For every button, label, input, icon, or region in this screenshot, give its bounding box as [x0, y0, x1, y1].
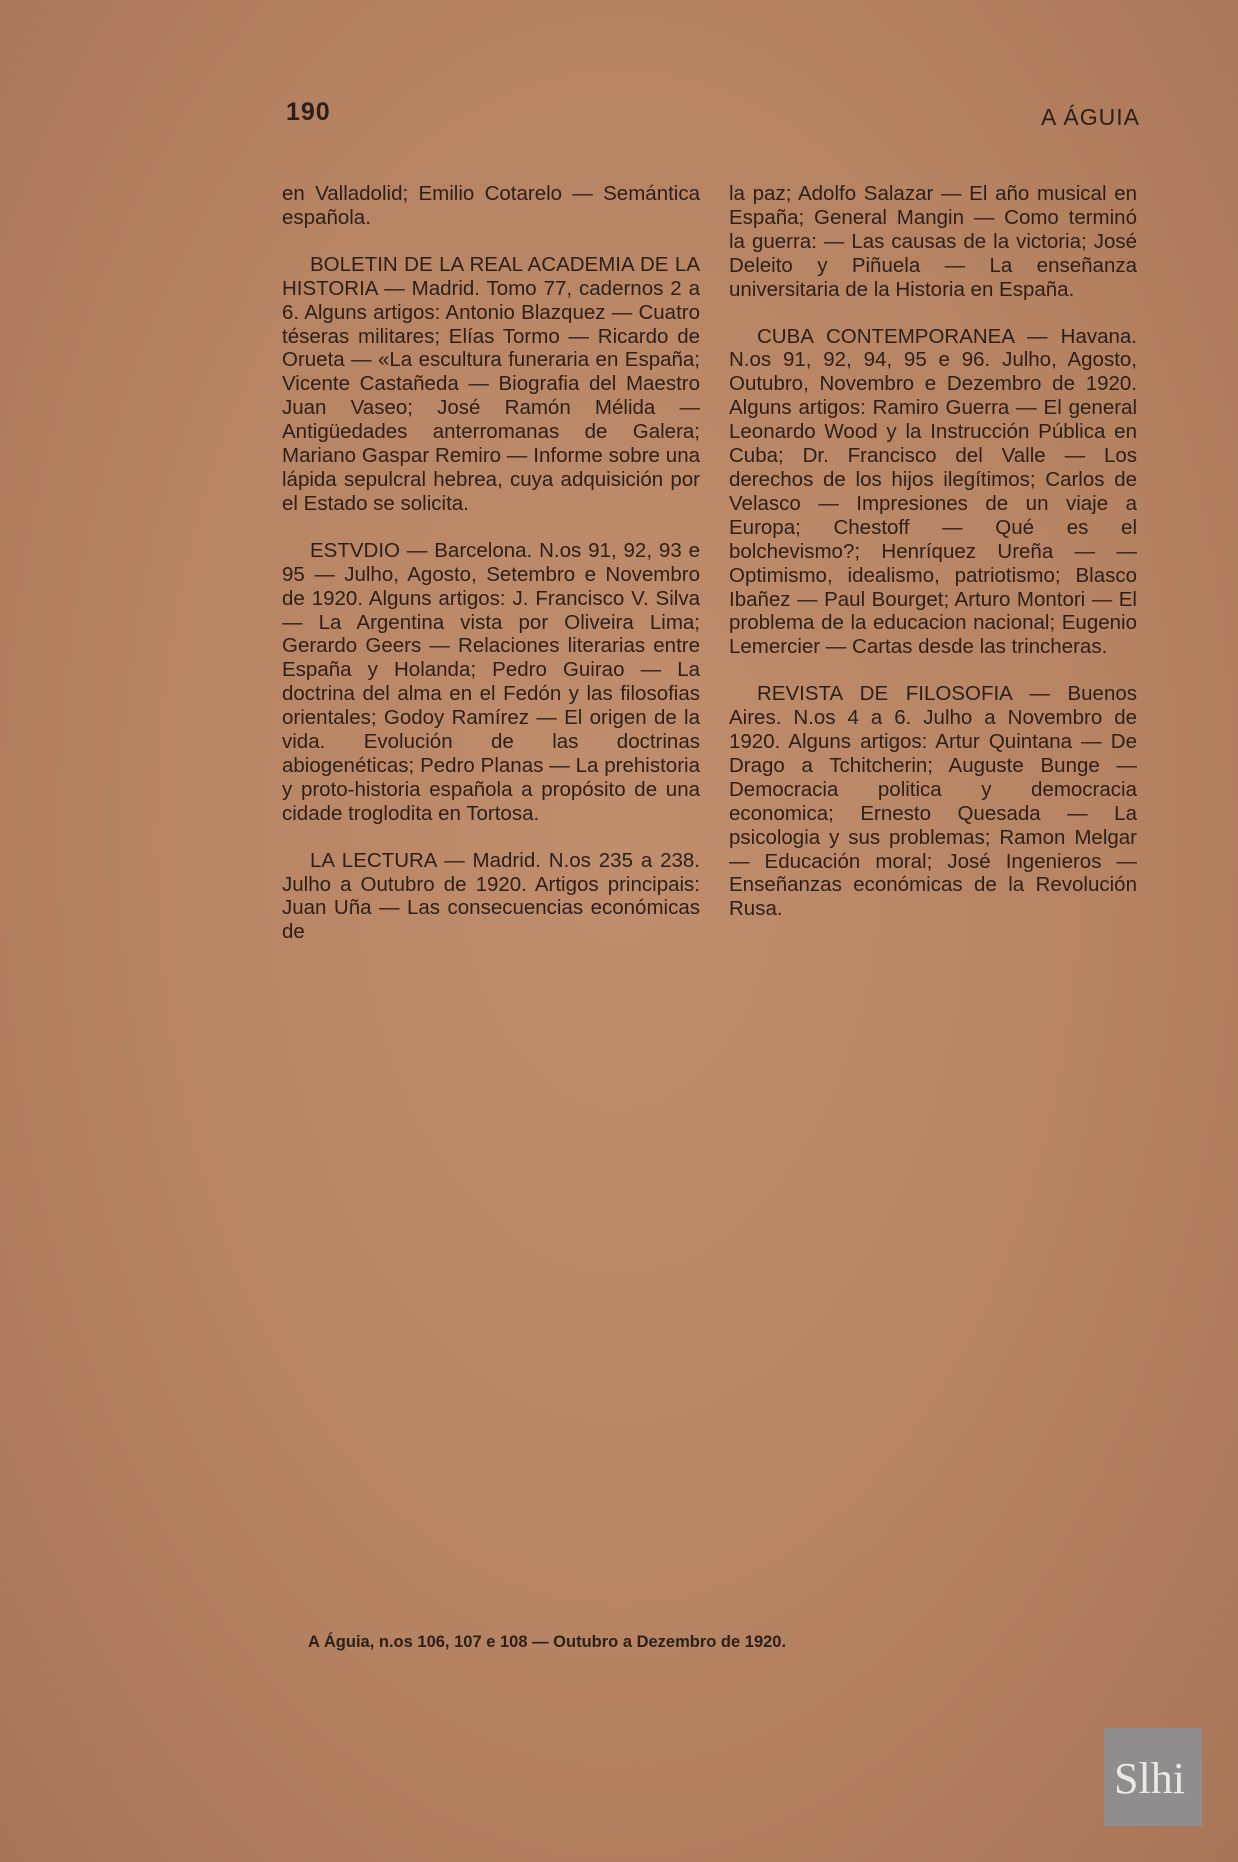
- svg-text:Slhi: Slhi: [1114, 1754, 1185, 1803]
- text-paragraph: LA LECTURA — Madrid. N.os 235 a 238. Julho a Outubro de 1920. Artigos principais: Juan Uña — Las consecuencias económicas de: [282, 848, 700, 944]
- text-paragraph: BOLETIN DE LA REAL ACADEMIA DE LA HISTORIA — Madrid. Tomo 77, cadernos 2 a 6. Alguns artigos: Antonio Blazquez — Cuatro téseras militares; Elías Tormo — Ricardo de Orueta — «La escultura funeraria en España; Vicente Castañeda — Biografia del Maestro Juan Vaseo; José Ramón Mélida — Antigüedades anterromanas de Galera; Mariano Gaspar Remiro — Informe sobre una lápida sepulcral hebrea, cuya adquisición por el Estado se solicita.: [282, 252, 700, 515]
- slhi-logo-icon: [1104, 1728, 1202, 1826]
- text-paragraph: la paz; Adolfo Salazar — El año musical en España; General Mangin — Como terminó la guerra: — Las causas de la victoria; José Deleito y Piñuela — La enseñanza universitaria de la Historia en España.: [729, 182, 1137, 301]
- right-column: [729, 182, 1137, 944]
- page-number: 190: [286, 98, 331, 126]
- text-paragraph: REVISTA DE FILOSOFIA — Buenos Aires. N.os 4 a 6. Julho a Novembro de 1920. Alguns artigos: Artur Quintana — De Drago a Tchitcherin; Auguste Bunge — Democracia politica y democracia economica; Ernesto Quesada — La psicologia y sus problemas; Ramon Melgar — Educación moral; José Ingenieros — Enseñanzas económicas de la Revolución Rusa.: [729, 682, 1137, 921]
- text-paragraph: CUBA CONTEMPORANEA — Havana. N.os 91, 92, 94, 95 e 96. Julho, Agosto, Outubro, Novembro e Dezembro de 1920. Alguns artigos: Ramiro Guerra — El general Leonardo Wood y la Instrucción Pública en Cuba; Dr. Francisco del Valle — Los derechos de los hijos ilegítimos; Carlos de Velasco — Impresiones de un viaje a Europa; Chestoff — Qué es el bolchevismo?; Henríquez Ureña — — Optimismo, idealismo, patriotismo; Blasco Ibañez — Paul Bourget; Arturo Montori — El problema de la educacion nacional; Eugenio Lemercier — Cartas desde las trincheras.: [729, 324, 1137, 659]
- footer-note: A Águia, n.os 106, 107 e 108 — Outubro a Dezembro de 1920.: [308, 1633, 787, 1651]
- text-paragraph: en Valladolid; Emilio Cotarelo — Semántica española.: [282, 182, 700, 229]
- left-column: [282, 182, 700, 967]
- running-title: A ÁGUIA: [1040, 104, 1140, 130]
- text-paragraph: ESTVDIO — Barcelona. N.os 91, 92, 93 e 95 — Julho, Agosto, Setembro e Novembro de 1920. Alguns artigos: J. Francisco V. Silva — La Argentina vista por Oliveira Lima; Gerardo Geers — Relaciones literarias entre España y Holanda; Pedro Guirao — La doctrina del alma en el Fedón y las filosofias orientales; Godoy Ramírez — El origen de la vida. Evolución de las doctrinas abiogenéticas; Pedro Planas — La prehistoria y proto-historia española a propósito de una cidade troglodita en Tortosa.: [282, 538, 700, 825]
